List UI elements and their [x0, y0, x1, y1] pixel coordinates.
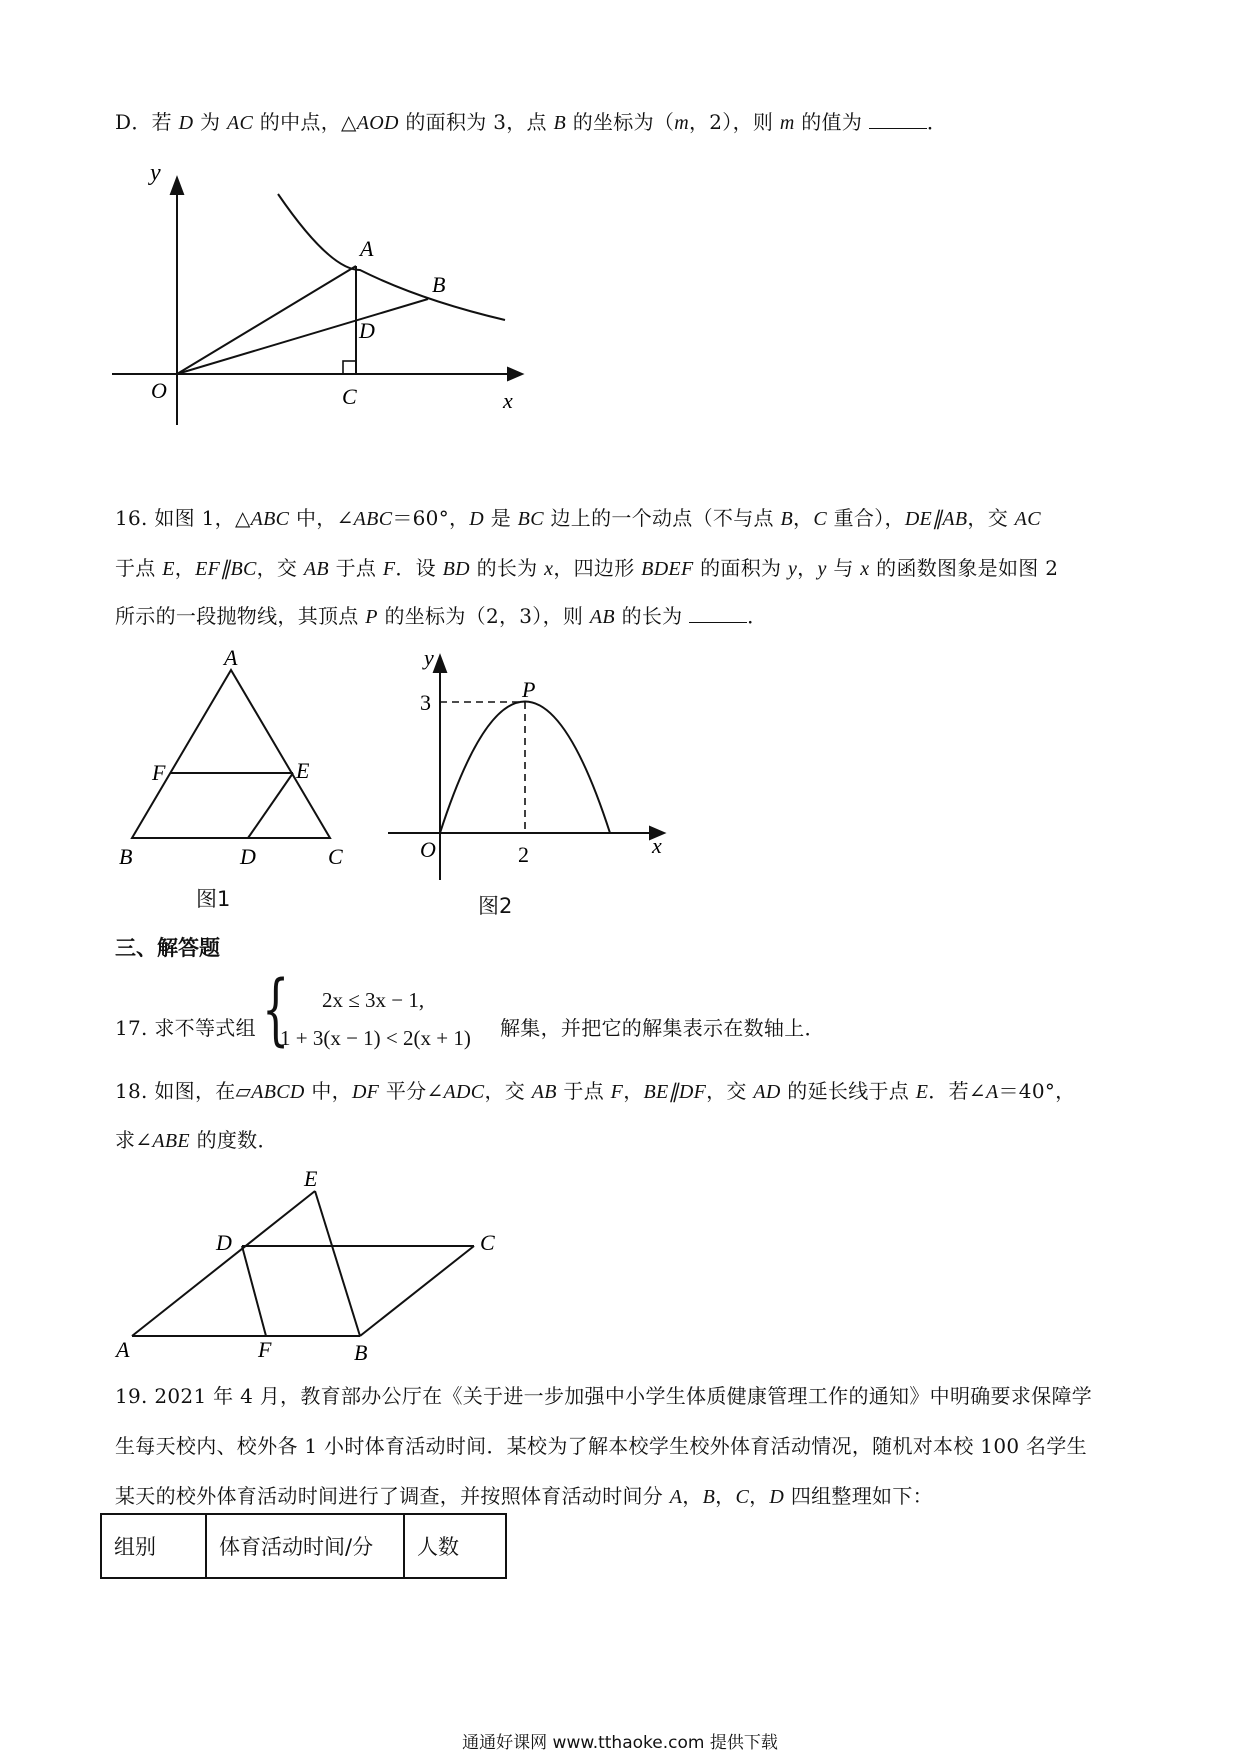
q15-option-d: D．若 D 为 AC 的中点，△AOD 的面积为 3，点 B 的坐标为（m，2），则 m 的值为 ． — [115, 110, 948, 134]
fig16a-label-f: F — [152, 760, 166, 785]
figure-1-caption: 图1 — [196, 887, 231, 911]
fig16b-label-y: y — [424, 645, 434, 670]
fig16a-label-e: E — [296, 758, 310, 783]
inequality-1: 2x ≤ 3x − 1, — [322, 988, 425, 1012]
table-header-cell: 组别 — [101, 1514, 206, 1578]
figure-q15-hyperbola — [105, 150, 525, 440]
table-header-row — [101, 1514, 506, 1578]
fig16a-label-d: D — [240, 844, 256, 869]
q18-line-1: 18. 如图，在▱ABCD 中，DF 平分∠ADC，交 AB 于点 F，BE∥DF，交 AD 的延长线于点 E．若∠A＝40°， — [115, 1079, 1076, 1103]
data-table — [100, 1513, 507, 1579]
fig18-label-d: D — [216, 1230, 232, 1255]
fig15-label-c: C — [342, 384, 357, 409]
fig16b-tick-3: 3 — [420, 690, 431, 715]
fig16b-label-x: x — [652, 833, 662, 858]
q16-line-3: 所示的一段抛物线，其顶点 P 的坐标为（2，3），则 AB 的长为 ． — [115, 604, 768, 628]
fig16a-label-a: A — [224, 645, 238, 670]
table-header-cell: 体育活动时间/分 — [206, 1514, 404, 1578]
figure-2-caption: 图2 — [478, 894, 513, 918]
fig16a-label-c: C — [328, 844, 343, 869]
q19-line-2: 生每天校内、校外各 1 小时体育活动时间．某校为了解本校学生校外体育活动情况，随机对本校 100 名学生 — [115, 1434, 1087, 1458]
q18-line-2: 求∠ABE 的度数． — [115, 1128, 278, 1152]
fig15-label-x: x — [503, 388, 513, 413]
fig15-label-y: y — [150, 160, 161, 186]
table-header-cell: 人数 — [404, 1514, 506, 1578]
fig16a-label-b: B — [119, 844, 133, 869]
figure-q16-parabola — [380, 645, 670, 905]
q17-prefix: 17. 求不等式组 — [115, 1016, 256, 1040]
answer-blank — [869, 110, 927, 129]
fig18-label-c: C — [480, 1230, 495, 1255]
answer-blank — [689, 604, 747, 623]
q16-line-2: 于点 E，EF∥BC，交 AB 于点 F．设 BD 的长为 x，四边形 BDEF 的面积为 y，y 与 x 的函数图象是如图 2 — [115, 556, 1059, 580]
fig16b-label-o: O — [420, 837, 436, 862]
fig15-label-a: A — [360, 236, 374, 261]
fig15-label-b: B — [432, 272, 446, 297]
fig15-label-o: O — [151, 378, 167, 403]
q16-line-1: 16. 如图 1，△ABC 中，∠ABC＝60°，D 是 BC 边上的一个动点（不与点 B，C 重合），DE∥AB，交 AC — [115, 506, 1041, 530]
fig18-label-e: E — [304, 1166, 318, 1191]
fig15-label-d: D — [359, 318, 375, 343]
fig18-label-b: B — [354, 1340, 368, 1365]
section-heading: 三、解答题 — [115, 936, 220, 960]
fig18-label-f: F — [258, 1337, 272, 1362]
inequality-system: { 2x ≤ 3x − 1, 1 + 3(x − 1) < 2(x + 1) — [262, 965, 471, 1055]
page-footer: 通通好课网 www.tthaoke.com 提供下载 — [462, 1733, 778, 1753]
fig16b-label-p: P — [522, 677, 536, 702]
q19-line-1: 19. 2021 年 4 月，教育部办公厅在《关于进一步加强中小学生体质健康管理工作的通知》中明确要求保障学 — [115, 1384, 1093, 1408]
figure-q18-parallelogram — [110, 1160, 530, 1365]
q19-line-3: 某天的校外体育活动时间进行了调查，并按照体育活动时间分 A，B，C，D 四组整理如下： — [115, 1484, 933, 1508]
fig18-label-a: A — [116, 1337, 130, 1362]
figure-q16-triangle — [110, 645, 370, 905]
q17-suffix: 解集，并把它的解集表示在数轴上． — [500, 1016, 825, 1040]
fig16b-tick-2: 2 — [518, 842, 529, 867]
inequality-2: 1 + 3(x − 1) < 2(x + 1) — [280, 1026, 471, 1050]
